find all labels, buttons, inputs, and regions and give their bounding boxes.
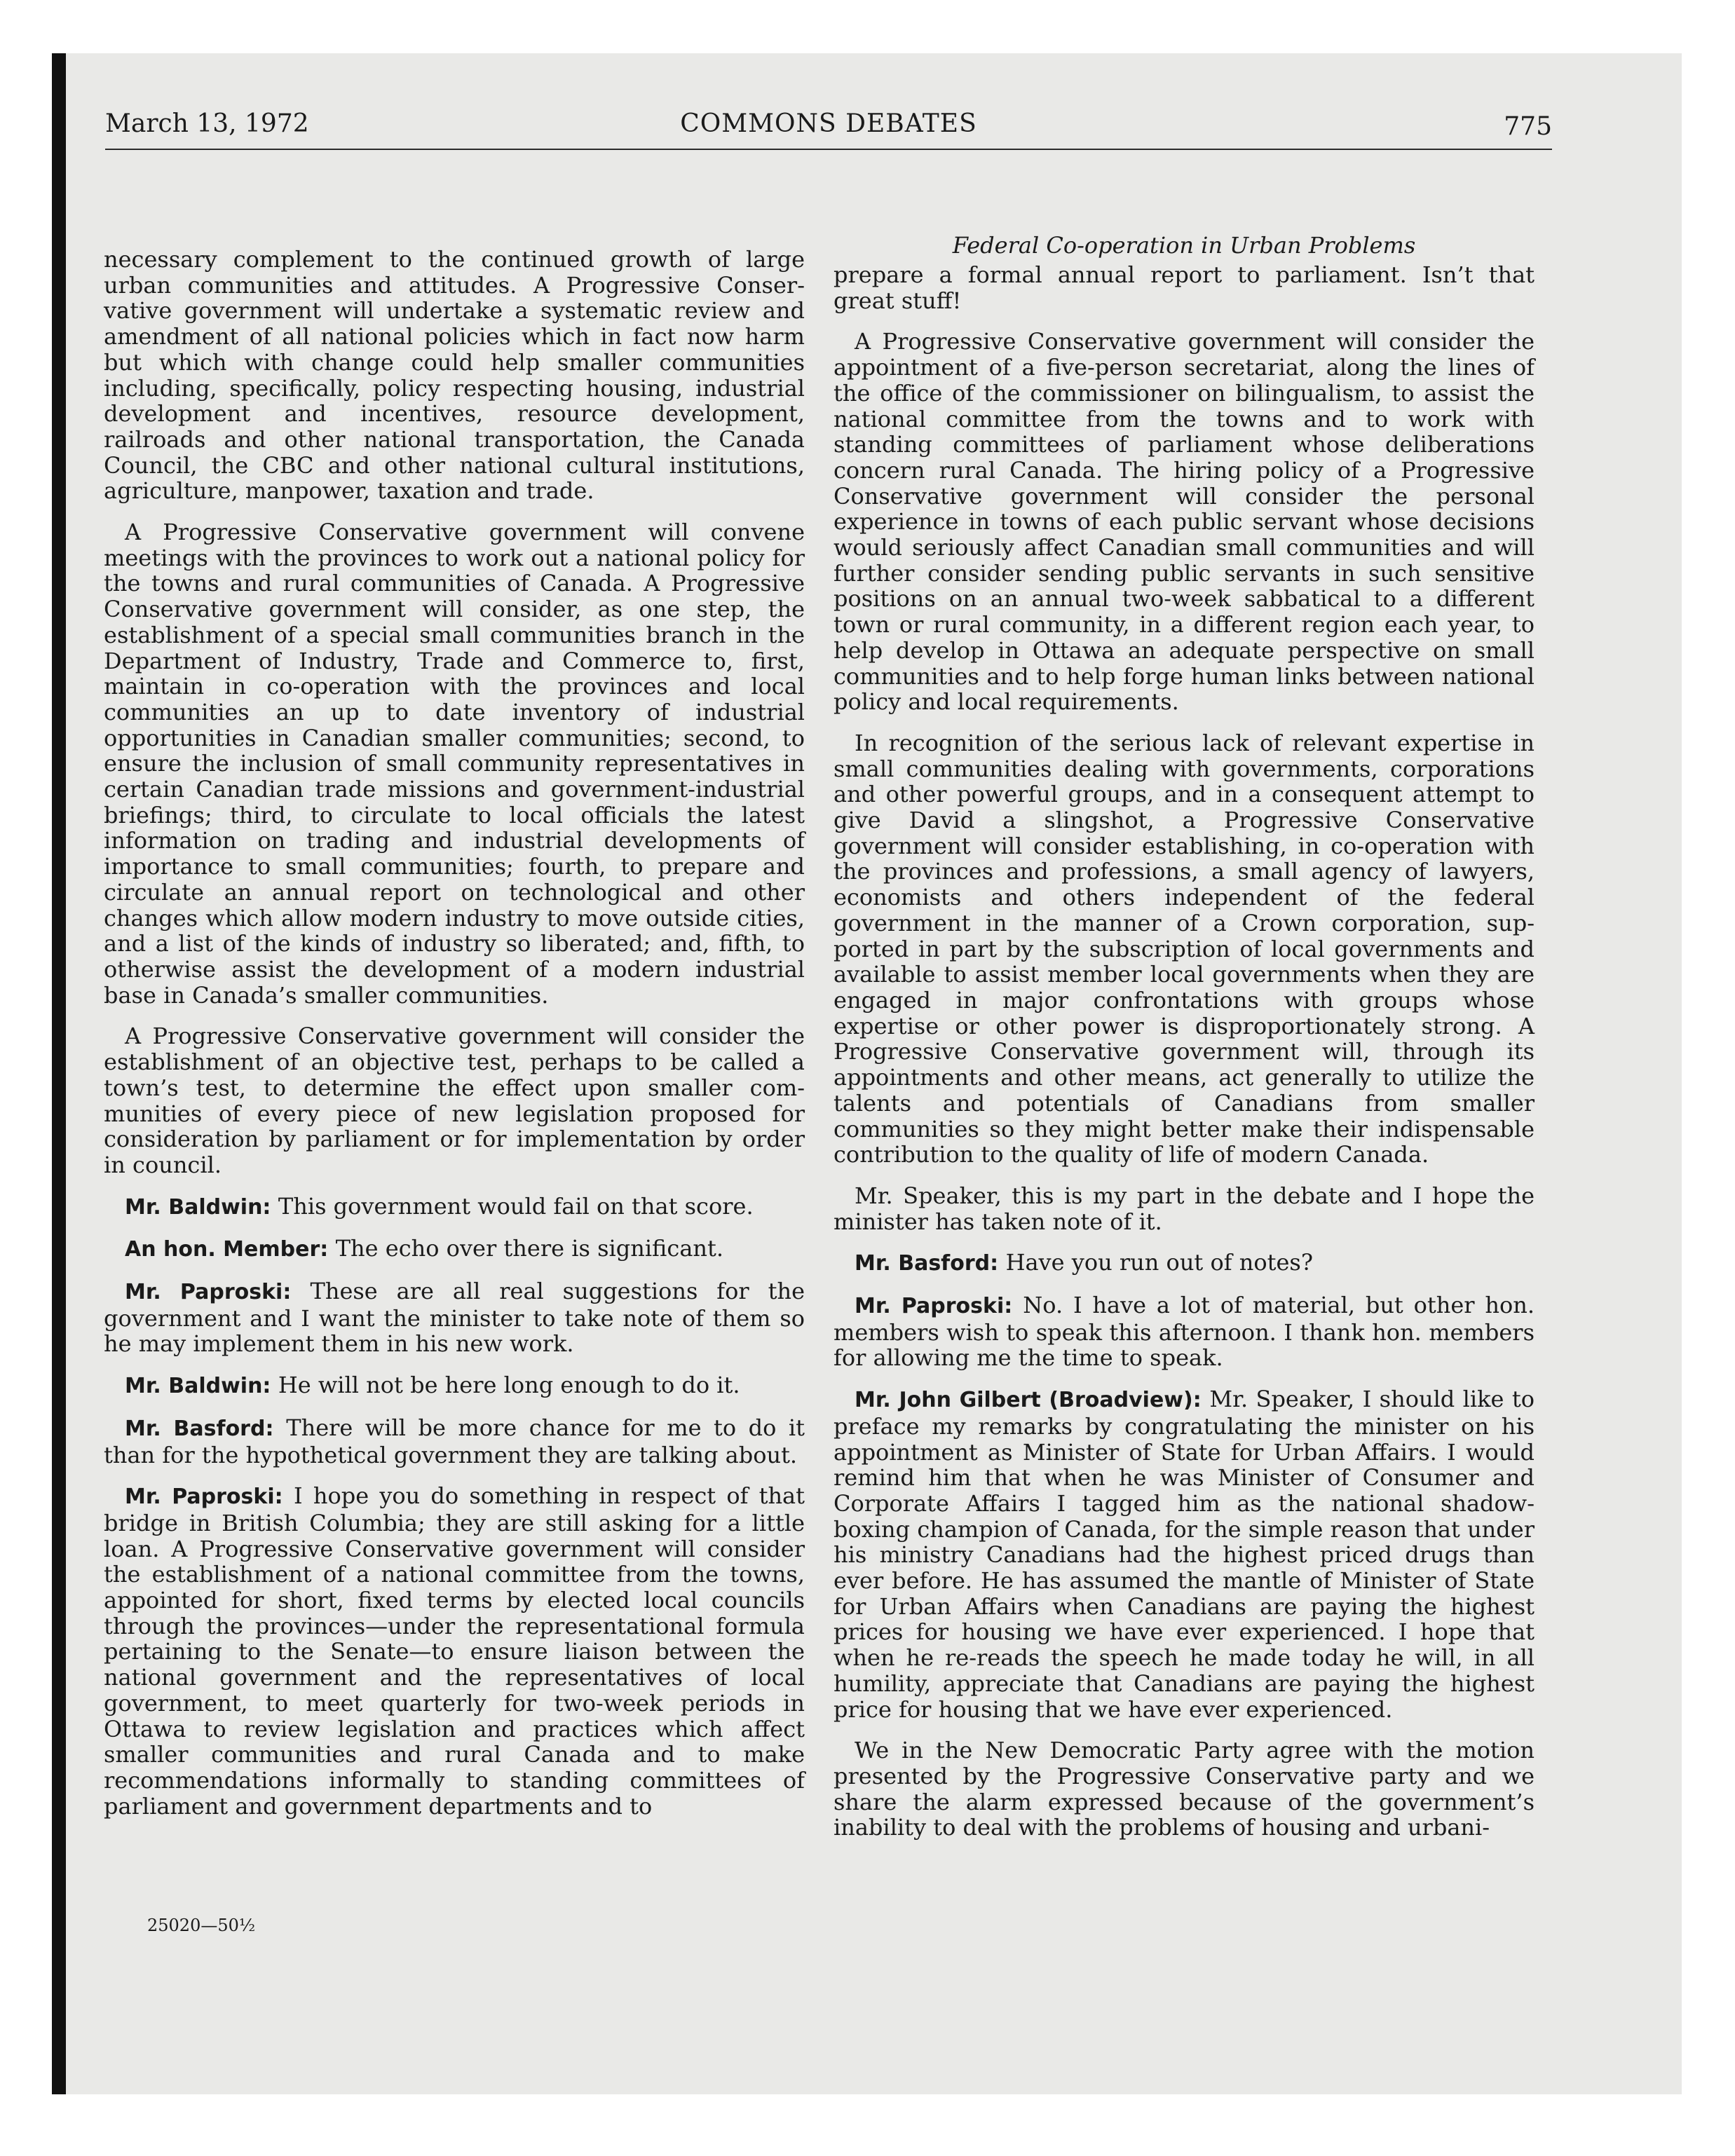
paragraph <box>104 1483 805 1819</box>
binding-edge <box>52 53 66 2094</box>
paragraph-text: There will be more chance for me to do it than for the hypothetical government they are talking about. <box>104 1414 805 1468</box>
paragraph-text: Mr. Speaker, I should like to preface my remarks by congratulating the minister on his appointment as Minister of State for Urban Affairs. I would remind him that when he was Minister of Consumer and Corporate Affairs I tagged him as the national shadow-boxing champion of Canada, for the simple reason that under his ministry Canadians had the highest priced drugs than ever before. He has assumed the mantle of Minister of State for Urban Affairs when Canadians are paying the highest prices for housing we have ever experienced. I hope that when he re-reads the speech he made today he will, in all humility, appreciate that Canadians are paying the highest price for housing that we have ever experienced. <box>834 1386 1535 1723</box>
paragraph-text: This government would fail on that score. <box>278 1192 754 1220</box>
paragraph <box>104 1415 805 1468</box>
speaker-name: Mr. Baldwin: <box>125 1374 278 1399</box>
paragraph-text: These are all real suggestions for the government and I want the minister to take note of them so he may implement them in his new work. <box>104 1278 805 1358</box>
paragraph <box>104 1023 805 1178</box>
paragraph <box>104 1194 805 1221</box>
paragraph-text: prepare a formal annual report to parliament. Isn’t that great stuff! <box>834 261 1535 314</box>
paragraph-text: A Progressive Conservative government will convene meetings with the provinces to work out a national policy for the towns and rural communities of Canada. A Progressive Conservative government will consider, as one step, the establishment of a special small communities branch in the Department of Industry, Trade and Commerce to, first, maintain in co-operation with the provinces and local communities an up to date inventory of industrial opportunities in Canadian smaller communities; second, to ensure the inclusion of small community representatives in certain Canadian trade missions and government-industrial briefings; third, to circulate to local officials the latest information on trading and industrial developments of importance to small communities; fourth, to prepare and circulate an annual report on technological and other changes which allow modern industry to move outside cities, and a list of the kinds of industry so liberated; and, fifth, to otherwise assist the development of a modern industrial base in Canada’s smaller communities. <box>104 519 805 1009</box>
speaker-name: Mr. Paproski: <box>855 1294 1023 1319</box>
header-date: March 13, 1972 <box>105 109 309 138</box>
speaker-name: Mr. Basford: <box>125 1416 287 1441</box>
paragraph <box>104 519 805 1008</box>
paragraph-text: The echo over there is significant. <box>335 1235 724 1262</box>
paragraph-text: necessary complement to the continued growth of large urban communities and attitudes. A Progressive Conservative government will undertake a systematic review and amendment of all national policies which in fact now harm but which with change could help smaller communities including, specifically, policy respecting housing, industrial development and incentives, resource development, railroads and other national transportation, the Canada Council, the CBC and other national cultural institutions, agriculture, manpower, taxation and trade. <box>104 246 805 505</box>
right-column <box>834 262 1535 1856</box>
paragraph-text: Mr. Speaker, this is my part in the debate and I hope the minister has taken note of it. <box>834 1182 1535 1235</box>
paragraph <box>834 1183 1535 1234</box>
paragraph <box>834 1250 1535 1277</box>
speaker-name: Mr. John Gilbert (Broadview): <box>855 1388 1210 1413</box>
paragraph-text: We in the New Democratic Party agree with the motion presented by the Progressive Conservative party and we share the alarm expressed because of the government’s inability to deal with the problems of housing and urbani- <box>834 1737 1535 1841</box>
paragraph-text: He will not be here long enough to do it. <box>278 1372 740 1399</box>
paragraph-text: A Progressive Conservative government will consider the establishment of an objective test, perhaps to be called a town’s test, to determine the effect upon smaller communities of every piece of new legislation proposed for consideration by parliament or for implementation by order in council. <box>104 1023 805 1178</box>
speaker-name: Mr. Paproski: <box>125 1280 311 1305</box>
printing-code: 25020—50½ <box>147 1916 256 1935</box>
paragraph-text: In recognition of the serious lack of relevant expertise in small communities dealing with governments, corporations and other powerful groups, and in a consequent attempt to give David a slingshot, a Progressive Conservative government will consider establishing, in co-operation with the provinces and professions, a small agency of lawyers, economists and others independent of the federal government in the manner of a Crown corporation, supported in part by the subscription of local governments and available to assist member local governments when they are engaged in major confrontations with groups whose expertise or other power is disproportionately strong. A Progressive Conservative government will, through its appointments and other means, act generally to utilize the talents and potentials of Canadians from smaller communities so they might better make their indispensable contribution to the quality of life of modern Canada. <box>834 729 1535 1168</box>
paragraph <box>104 1236 805 1263</box>
speaker-name: Mr. Paproski: <box>125 1485 294 1510</box>
paragraph <box>834 730 1535 1168</box>
paragraph-text: A Progressive Conservative government will consider the appointment of a five-person secretariat, along the lines of the office of the commissioner on bilingualism, to assist the national committee from the towns and to work with standing committees of parliament whose deliberations concern rural Canada. The hiring policy of a Progressive Conservative government will consider the personal experience in towns of each public servant whose decisions would seriously affect Canadian small communities and will further consider sending public servants in such sensitive positions on an annual two-week sabbatical to a different town or rural community, in a different region each year, to help develop in Ottawa an adequate perspective on small communities and to help forge human links between national policy and local requirements. <box>834 328 1535 716</box>
speaker-name: An hon. Member: <box>125 1237 336 1262</box>
paragraph <box>834 329 1535 715</box>
left-column <box>104 247 805 1834</box>
paragraph-text: I hope you do something in respect of that bridge in British Columbia; they are still asking for a little loan. A Progressive Conservative government will consider the establishment of a national committee from the towns, appointed for short, fixed terms by elected local councils through the provinces—under the representational formula pertaining to the Senate—to ensure liaison between the national government and the representatives of local government, to meet quarterly for two-week periods in Ottawa to review legislation and practices which affect smaller communities and rural Canada and to make recommendations informally to standing committees of parliament and government departments and to <box>104 1482 805 1820</box>
paragraph <box>834 1738 1535 1841</box>
paragraph-text: No. I have a lot of material, but other hon. members wish to speak this afternoon. I thank hon. members for allowing me the time to speak. <box>834 1292 1535 1372</box>
running-header <box>105 109 1552 150</box>
paragraph <box>834 1386 1535 1722</box>
paragraph <box>834 262 1535 313</box>
paragraph <box>104 1278 805 1357</box>
paragraph <box>104 247 805 504</box>
speaker-name: Mr. Baldwin: <box>125 1194 278 1220</box>
publication-title: COMMONS DEBATES <box>680 109 977 138</box>
page-number: 775 <box>1504 112 1552 141</box>
paragraph-text: Have you run out of notes? <box>1005 1249 1313 1276</box>
speaker-name: Mr. Basford: <box>855 1251 1006 1276</box>
paragraph <box>104 1372 805 1400</box>
paragraph <box>834 1292 1535 1371</box>
column-subheading: Federal Co-operation in Urban Problems <box>952 232 1416 259</box>
